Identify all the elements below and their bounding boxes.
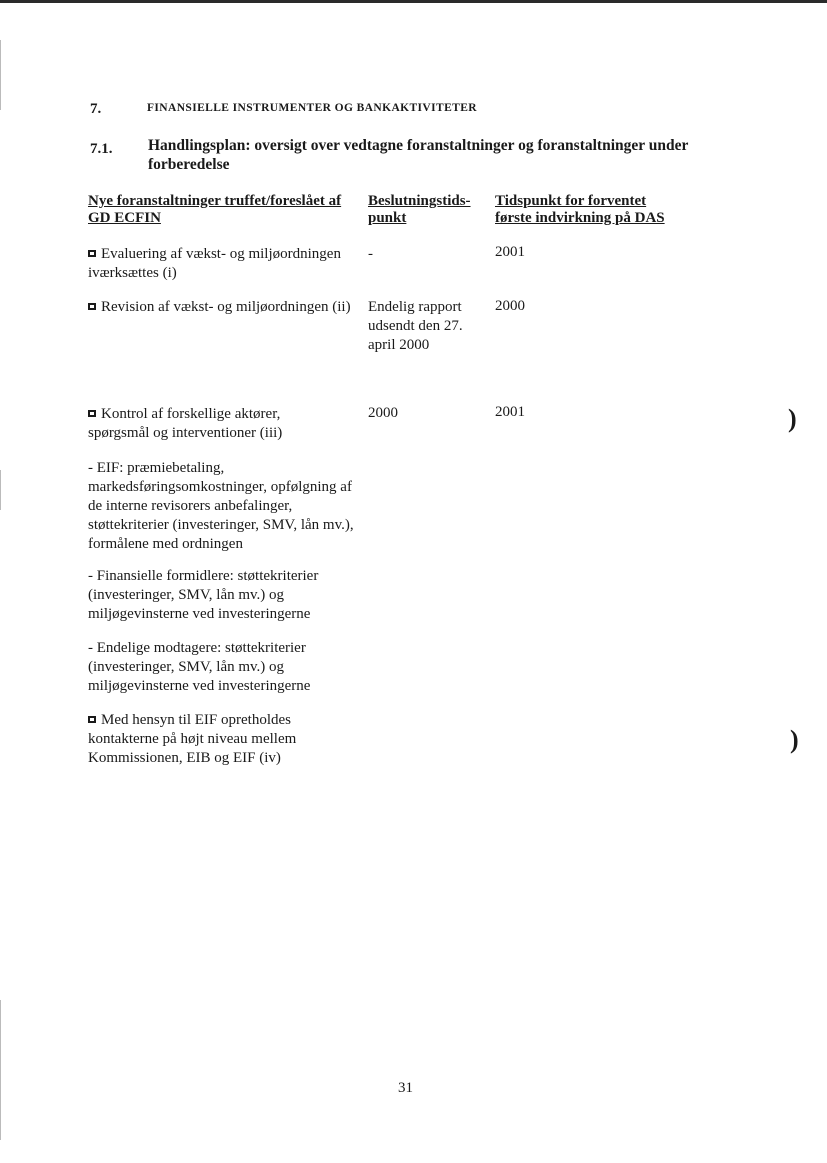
table-row-measure: Med hensyn til EIF opretholdes kontakterne på højt niveau mellem Kommissionen, EIB og EIF (iv) [88,712,297,766]
sub-item-financial-intermediaries: - Finansielle formidlere: støttekriterier (investeringer, SMV, lån mv.) og miljøgevinsterne ved investeringerne [88,568,319,622]
scan-left-edge-mark [0,470,1,510]
square-bullet-icon [88,410,96,417]
column-header-measures: Nye foranstaltninger truffet/foreslået af GD ECFIN [88,193,342,226]
table-row-impact: 2001 [495,244,525,260]
table-row-measure: Evaluering af vækst- og miljøordningen iværksættes (i) [88,246,341,281]
square-bullet-icon [88,250,96,257]
table-row-measure: Kontrol af forskellige aktører, spørgsmål og interventioner (iii) [88,406,283,441]
table-row-decision: - [368,246,373,262]
square-bullet-icon [88,303,96,310]
column-header-expected-impact: Tidspunkt for forventet første indvirkning på DAS [495,193,665,226]
table-row-decision: Endelig rapport udsendt den 27. april 2000 [368,299,463,353]
table-row-measure: Revision af vækst- og miljøordningen (ii) [88,298,363,317]
table-row-decision: 2000 [368,405,398,421]
section-title: FINANSIELLE INSTRUMENTER OG BANKAKTIVITETER [147,102,478,114]
sub-item-eif: - EIF: præmiebetaling, markedsføringsomkostninger, opfølgning af de interne revisorers anbefalinger, støttekriterier (investeringer, SMV, lån mv.), formålene med ordningen [88,460,354,552]
scan-left-edge-mark [0,1000,1,1140]
table-row-impact: 2000 [495,298,525,314]
margin-mark: ) [790,725,799,754]
section-number: 7. [90,101,102,117]
scan-left-edge-mark [0,40,1,110]
scan-top-border [0,0,827,3]
square-bullet-icon [88,716,96,723]
subsection-number: 7.1. [90,141,113,157]
margin-mark: ) [788,404,797,433]
subsection-title: Handlingsplan: oversigt over vedtagne foranstaltninger og foranstaltninger under forberedelse [148,137,689,173]
table-row-impact: 2001 [495,404,525,420]
sub-item-final-recipients: - Endelige modtagere: støttekriterier (investeringer, SMV, lån mv.) og miljøgevinsterne ved investeringerne [88,640,311,694]
page-number: 31 [398,1080,413,1096]
column-header-decision-time: Beslutningstids-punkt [368,193,471,226]
